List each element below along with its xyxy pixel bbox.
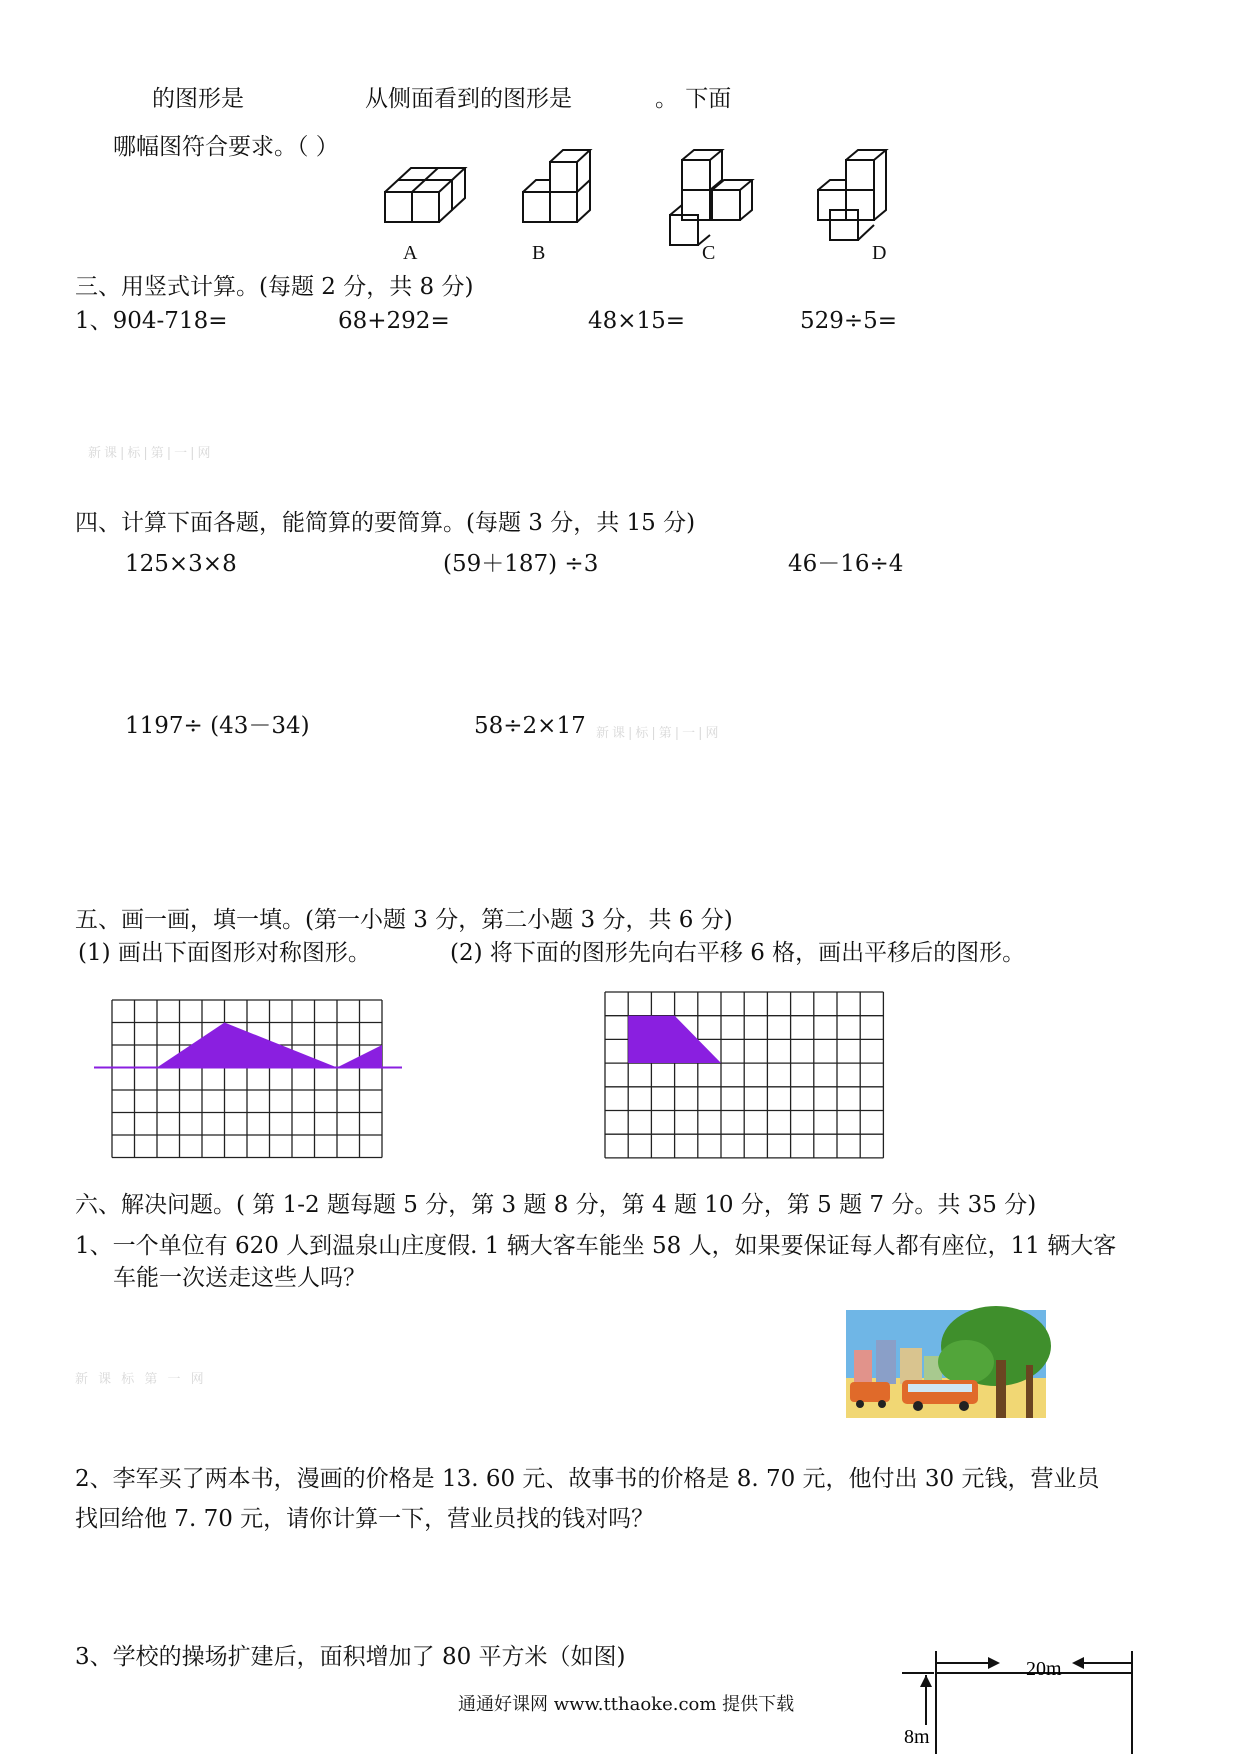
problem-text: 48×15= [588,308,686,334]
cube-figures [0,0,1240,270]
problem-text: 68+292= [338,308,450,334]
question-text: 从侧面看到的图形是 [365,86,572,112]
problem-text: 3、学校的操场扩建后，面积增加了 80 平方米（如图) [75,1644,626,1670]
option-label-a: A [403,242,418,264]
watermark: 新 课 标 第 一 网 [75,1372,207,1387]
problem-text: 125×3×8 [125,551,237,577]
grid-translation [605,992,885,1160]
grid-symmetry [112,1000,380,1160]
width-label: 20m [1026,1658,1062,1680]
section-heading: 三、用竖式计算。(每题 2 分，共 8 分) [75,274,474,300]
option-label-c: C [702,242,716,264]
grid-lines [112,1000,382,1158]
height-label: 8m [904,1726,930,1748]
problem-text: 2、李军买了两本书，漫画的价格是 13. 60 元、故事书的价格是 8. 70 元，他付出 30 元钱，营业员 [75,1466,1100,1492]
problem-text: 1197÷ (43－34) [125,713,310,739]
cube-figure-c [670,150,752,245]
section-heading: 五、画一画，填一填。(第一小题 3 分，第二小题 3 分，共 6 分) [75,907,733,933]
question-text: 的图形是 [152,86,244,112]
section-heading: 四、计算下面各题，能简算的要简算。(每题 3 分，共 15 分) [75,510,696,536]
option-label-b: B [532,242,546,264]
problem-text: 46－16÷4 [788,551,904,577]
bus-illustration [846,1310,1046,1418]
problem-text: 529÷5= [800,308,898,334]
problem-text: 58÷2×17 [474,713,586,739]
watermark: 新课|标|第|一|网 [88,446,214,461]
section-heading: 六、解决问题。( 第 1-2 题每题 5 分，第 3 题 8 分，第 4 题 10 分，第 5 题 7 分。共 35 分) [75,1192,1037,1218]
watermark: 新课|标|第|一|网 [596,726,722,741]
problem-text: 1、一个单位有 620 人到温泉山庄度假. 1 辆大客车能坐 58 人，如果要保证每人都有座位，11 辆大客 [75,1233,1117,1259]
cube-figure-d [818,150,886,240]
option-label-d: D [872,242,887,264]
cube-figure-a [385,168,465,222]
question-text: (1) 画出下面图形对称图形。 [78,940,371,966]
problem-text: 车能一次送走这些人吗？ [113,1265,366,1291]
problem-text: 1、904-718= [75,308,228,334]
footer-text: 通通好课网 www.tthaoke.com 提供下载 [458,1694,795,1715]
question-text: 哪幅图符合要求。（ ） [113,134,339,160]
question-text: (2) 将下面的图形先向右平移 6 格，画出平移后的图形。 [450,940,1026,966]
problem-text: 找回给他 7. 70 元，请你计算一下，营业员找的钱对吗？ [75,1506,655,1532]
question-text: 。 下面 [655,86,732,112]
problem-text: (59＋187) ÷3 [443,551,599,577]
playground-diagram [900,1645,1140,1754]
cube-figure-b [523,150,590,222]
